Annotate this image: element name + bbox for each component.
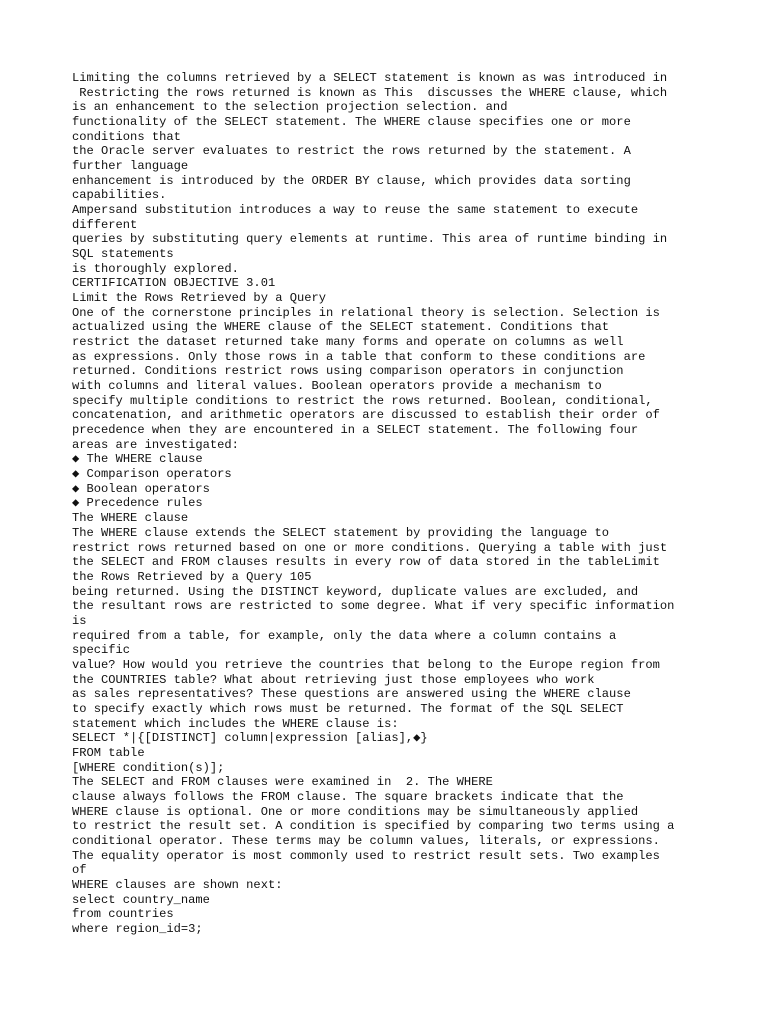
text-line: required from a table, for example, only the data where a column contains a xyxy=(72,628,617,643)
text-line: ◆ Boolean operators xyxy=(72,481,210,496)
text-line: WHERE clause is optional. One or more conditions may be simultaneously applied xyxy=(72,804,639,819)
text-line: the COUNTRIES table? What about retrieving just those employees who work xyxy=(72,672,595,687)
text-line: WHERE clauses are shown next: xyxy=(72,877,283,892)
text-line: the Rows Retrieved by a Query 105 xyxy=(72,569,312,584)
text-line: functionality of the SELECT statement. The WHERE clause specifies one or more xyxy=(72,115,631,130)
text-line: precedence when they are encountered in a SELECT statement. The following four xyxy=(72,423,639,438)
text-line: with columns and literal values. Boolean operators provide a mechanism to xyxy=(72,379,602,394)
text-line: further language xyxy=(72,159,189,174)
text-line: The SELECT and FROM clauses were examined in 2. The WHERE xyxy=(72,775,493,790)
text-line: the resultant rows are restricted to some degree. What if very specific information xyxy=(72,599,675,614)
text-line: conditions that xyxy=(72,129,181,144)
text-line: of xyxy=(72,863,87,878)
text-line: The WHERE clause xyxy=(72,511,189,526)
text-line: SQL statements xyxy=(72,247,174,262)
text-line: the SELECT and FROM clauses results in every row of data stored in the tableLimit xyxy=(72,555,660,570)
text-line: enhancement is introduced by the ORDER BY clause, which provides data sorting xyxy=(72,173,631,188)
text-line: from countries xyxy=(72,907,174,922)
text-line: is xyxy=(72,613,87,628)
text-line: where region_id=3; xyxy=(72,921,203,936)
text-line: clause always follows the FROM clause. The square brackets indicate that the xyxy=(72,789,624,804)
text-line: CERTIFICATION OBJECTIVE 3.01 xyxy=(72,276,276,291)
text-line: being returned. Using the DISTINCT keyword, duplicate values are excluded, and xyxy=(72,584,639,599)
text-line: [WHERE condition(s)]; xyxy=(72,760,225,775)
text-line: capabilities. xyxy=(72,188,167,203)
text-line: is thoroughly explored. xyxy=(72,261,239,276)
text-line: as sales representatives? These questions are answered using the WHERE clause xyxy=(72,687,631,702)
text-line: areas are investigated: xyxy=(72,437,239,452)
text-line: actualized using the WHERE clause of the SELECT statement. Conditions that xyxy=(72,320,610,335)
text-line: queries by substituting query elements at runtime. This area of runtime binding in xyxy=(72,232,668,247)
text-line: One of the cornerstone principles in relational theory is selection. Selection is xyxy=(72,305,660,320)
document-body xyxy=(72,71,712,937)
text-line: statement which includes the WHERE clause is: xyxy=(72,716,399,731)
text-line: SELECT *|{[DISTINCT] column|expression [alias],◆} xyxy=(72,731,428,746)
text-line: ◆ The WHERE clause xyxy=(72,452,203,467)
text-line: The equality operator is most commonly used to restrict result sets. Two examples xyxy=(72,848,660,863)
text-line: ◆ Precedence rules xyxy=(72,496,203,511)
text-line: FROM table xyxy=(72,745,145,760)
text-line: The WHERE clause extends the SELECT statement by providing the language to xyxy=(72,525,610,540)
text-line: specify multiple conditions to restrict the rows returned. Boolean, conditional, xyxy=(72,393,653,408)
text-line: restrict rows returned based on one or more conditions. Querying a table with just xyxy=(72,540,668,555)
text-line: Limit the Rows Retrieved by a Query xyxy=(72,291,327,306)
text-line: to restrict the result set. A condition is specified by comparing two terms using a xyxy=(72,819,675,834)
text-line: is an enhancement to the selection projection selection. and xyxy=(72,100,508,115)
text-line: select country_name xyxy=(72,892,210,907)
text-line: concatenation, and arithmetic operators are discussed to establish their order of xyxy=(72,408,660,423)
text-line: as expressions. Only those rows in a table that conform to these conditions are xyxy=(72,349,646,364)
text-line: Ampersand substitution introduces a way to reuse the same statement to execute xyxy=(72,203,639,218)
text-line: conditional operator. These terms may be column values, literals, or expressions. xyxy=(72,833,660,848)
text-line: restrict the dataset returned take many forms and operate on columns as well xyxy=(72,335,624,350)
text-line: Restricting the rows returned is known as This discusses the WHERE clause, which xyxy=(72,85,668,100)
text-line: specific xyxy=(72,643,131,658)
text-line: to specify exactly which rows must be returned. The format of the SQL SELECT xyxy=(72,701,624,716)
text-line: different xyxy=(72,217,138,232)
text-line: returned. Conditions restrict rows using comparison operators in conjunction xyxy=(72,364,624,379)
text-line: Limiting the columns retrieved by a SELECT statement is known as was introduced in xyxy=(72,71,668,85)
text-line: the Oracle server evaluates to restrict the rows returned by the statement. A xyxy=(72,144,631,159)
text-line: ◆ Comparison operators xyxy=(72,467,232,482)
text-line: value? How would you retrieve the countries that belong to the Europe region from xyxy=(72,657,660,672)
